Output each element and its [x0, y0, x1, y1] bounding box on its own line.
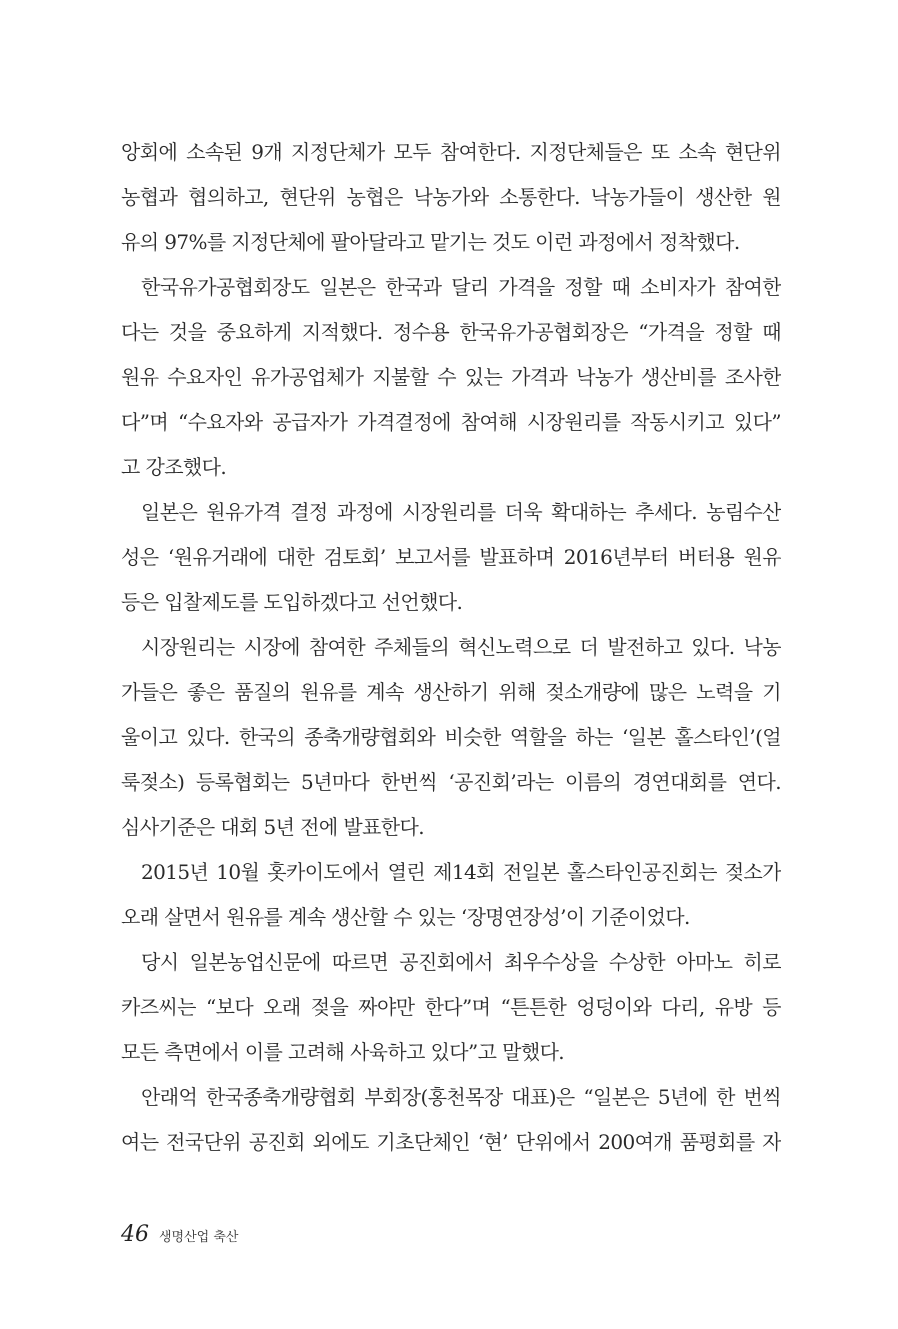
book-title: 생명산업 축산	[159, 1230, 239, 1245]
text-line: 시장원리는 시장에 참여한 주체들의 혁신노력으로 더 발전하고 있다. 낙농	[141, 635, 781, 659]
text-line: 다”며 “수요자와 공급자가 가격결정에 참여해 시장원리를 작동시키고 있다”	[121, 410, 781, 434]
text-line: 룩젖소) 등록협회는 5년마다 한번씩 ‘공진회’라는 이름의 경연대회를 연다.	[121, 770, 781, 794]
text-line: 다는 것을 중요하게 지적했다. 정수용 한국유가공협회장은 “가격을 정할 때	[121, 320, 781, 344]
body-text	[121, 130, 781, 1165]
text-line: 오래 살면서 원유를 계속 생산할 수 있는 ‘장명연장성’이 기준이었다.	[121, 905, 690, 929]
text-line: 고 강조했다.	[121, 455, 227, 479]
text-line: 성은 ‘원유거래에 대한 검토회’ 보고서를 발표하며 2016년부터 버터용 원유	[121, 545, 781, 569]
text-line: 원유 수요자인 유가공업체가 지불할 수 있는 가격과 낙농가 생산비를 조사한	[121, 365, 781, 389]
text-line: 가들은 좋은 품질의 원유를 계속 생산하기 위해 젖소개량에 많은 노력을 기	[121, 680, 781, 704]
text-line: 심사기준은 대회 5년 전에 발표한다.	[121, 815, 424, 839]
text-line: 유의 97%를 지정단체에 팔아달라고 맡기는 것도 이런 과정에서 정착했다.	[121, 230, 740, 254]
text-line: 농협과 협의하고, 현단위 농협은 낙농가와 소통한다. 낙농가들이 생산한 원	[121, 185, 781, 209]
text-line: 일본은 원유가격 결정 과정에 시장원리를 더욱 확대하는 추세다. 농림수산	[141, 500, 781, 524]
text-line: 2015년 10월 홋카이도에서 열린 제14회 전일본 홀스타인공진회는 젖소가	[141, 860, 781, 884]
text-line: 여는 전국단위 공진회 외에도 기초단체인 ‘현’ 단위에서 200여개 품평회를 자	[121, 1130, 781, 1154]
text-line: 모든 측면에서 이를 고려해 사육하고 있다”고 말했다.	[121, 1040, 565, 1064]
text-line: 울이고 있다. 한국의 종축개량협회와 비슷한 역할을 하는 ‘일본 홀스타인’(얼	[121, 725, 781, 749]
text-line: 안래억 한국종축개량협회 부회장(홍천목장 대표)은 “일본은 5년에 한 번씩	[141, 1085, 781, 1109]
page-footer	[121, 1222, 238, 1252]
text-line: 앙회에 소속된 9개 지정단체가 모두 참여한다. 지정단체들은 또 소속 현단위	[121, 140, 781, 164]
page-number: 46	[121, 1222, 149, 1247]
text-line: 등은 입찰제도를 도입하겠다고 선언했다.	[121, 590, 463, 614]
text-line: 한국유가공협회장도 일본은 한국과 달리 가격을 정할 때 소비자가 참여한	[141, 275, 781, 299]
text-line: 당시 일본농업신문에 따르면 공진회에서 최우수상을 수상한 아마노 히로	[141, 950, 781, 974]
text-line: 카즈씨는 “보다 오래 젖을 짜야만 한다”며 “튼튼한 엉덩이와 다리, 유방 등	[121, 995, 781, 1019]
